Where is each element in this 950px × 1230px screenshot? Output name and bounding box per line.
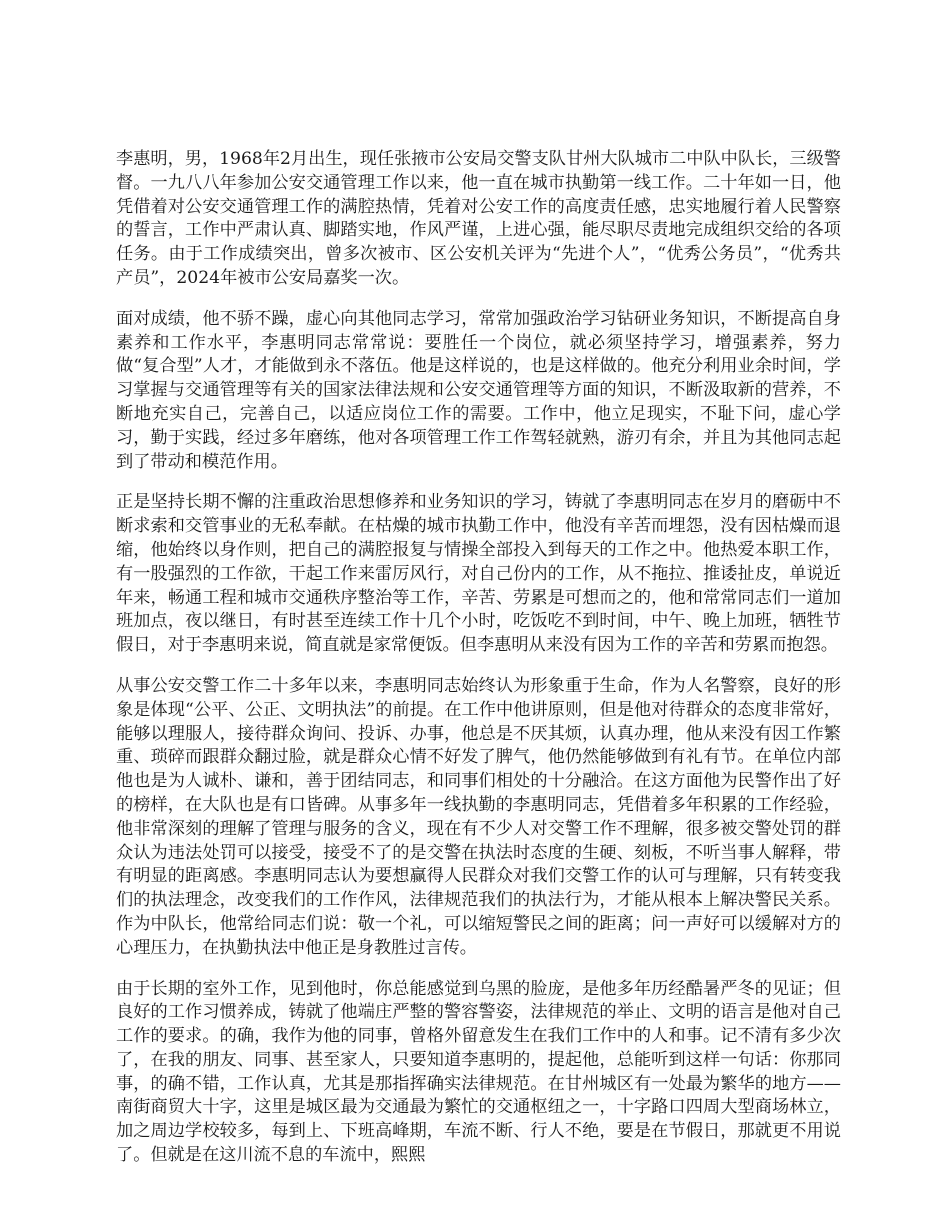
paragraph-5: 由于长期的室外工作，见到他时，你总能感觉到乌黑的脸庞，是他多年历经酷暑严冬的见证；但良好的工作习惯养成，铸就了他端庄严整的警容警姿，法律规范的举止、文明的语言是他对自己工作的要求。的确，我作为他的同事，曾格外留意发生在我们工作中的人和事。记不清有多少次了，在我的朋友、同事、甚至家人，只要知道李惠明的，提起他，总能听到这样一句话：你那同事，的确不错，工作认真，尤其是那指挥确实法律规范。在甘州城区有一处最为繁华的地方——南街商贸大十字，这里是城区最为交通最为繁忙的交通枢纽之一，十字路口四周大型商场林立，加之周边学校较多，每到上、下班高峰期，车流不断、行人不绝，要是在节假日，那就更不用说了。但就是在这川流不息的车流中，熙熙	[116, 978, 841, 1166]
paragraph-4: 从事公安交警工作二十多年以来，李惠明同志始终认为形象重于生命，作为人名警察，良好的形象是体现“公平、公正、文明执法”的前提。在工作中他讲原则，但是他对待群众的态度非常好，能够以理服人，接待群众询问、投诉、办事，他总是不厌其烦，认真办理，他从来没有因工作繁重、琐碎而跟群众翻过脸，就是群众心情不好发了脾气，他仍然能够做到有礼有节。在单位内部他也是为人诚朴、谦和，善于团结同志，和同事们相处的十分融洽。在这方面他为民警作出了好的榜样，在大队也是有口皆碑。从事多年一线执勤的李惠明同志，凭借着多年积累的工作经验，他非常深刻的理解了管理与服务的含义，现在有不少人对交警工作不理解，很多被交警处罚的群众认为违法处罚可以接受，接受不了的是交警在执法时态度的生硬、刻板，不听当事人解释，带有明显的距离感。李惠明同志认为要想赢得人民群众对我们交警工作的认可与理解，只有转变我们的执法理念，改变我们的工作作风，法律规范我们的执法行为，才能从根本上解决警民关系。作为中队长，他常给同志们说：敬一个礼，可以缩短警民之间的距离；问一声好可以缓解对方的心理压力，在执勤执法中他正是身教胜过言传。	[116, 675, 841, 958]
paragraph-3: 正是坚持长期不懈的注重政治思想修养和业务知识的学习，铸就了李惠明同志在岁月的磨砺中不断求索和交管事业的无私奉献。在枯燥的城市执勤工作中，他没有辛苦而埋怨，没有因枯燥而退缩，他始终以身作则，把自己的满腔报复与情操全部投入到每天的工作之中。他热爱本职工作，有一股强烈的工作欲，干起工作来雷厉风行，对自己份内的工作，从不拖拉、推诿扯皮，单说近年来，畅通工程和城市交通秩序整治等工作，辛苦、劳累是可想而之的，他和常常同志们一道加班加点，夜以继日，有时甚至连续工作十几个小时，吃饭吃不到时间，中午、晚上加班，牺牲节假日，对于李惠明来说，简直就是家常便饭。但李惠明从来没有因为工作的辛苦和劳累而抱怨。	[116, 492, 841, 656]
paragraph-2: 面对成绩，他不骄不躁，虚心向其他同志学习，常常加强政治学习钻研业务知识，不断提高自身素养和工作水平，李惠明同志常常说：要胜任一个岗位，就必须坚持学习，增强素养，努力做“复合型”人才，才能做到永不落伍。他是这样说的，也是这样做的。他充分利用业余时间，学习掌握与交通管理等有关的国家法律法规和公安交通管理等方面的知识，不断汲取新的营养，不断地充实自己，完善自己，以适应岗位工作的需要。工作中，他立足现实，不耻下问，虚心学习，勤于实践，经过多年磨练，他对各项管理工作工作驾轻就熟，游刃有余，并且为其他同志起到了带动和模范作用。	[116, 308, 841, 472]
paragraph-1: 李惠明，男，1968年2月出生，现任张掖市公安局交警支队甘州大队城市二中队中队长，三级警督。一九八八年参加公安交通管理工作以来，他一直在城市执勤第一线工作。二十年如一日，他凭借着对公安交通管理工作的满腔热情，凭着对公安工作的高度责任感，忠实地履行着人民警察的誓言，工作中严肃认真、脚踏实地，作风严谨，上进心强，能尽职尽责地完成组织交给的各项任务。由于工作成绩突出，曾多次被市、区公安机关评为“先进个人”，“优秀公务员”，“优秀共产员”，2024年被市公安局嘉奖一次。	[116, 149, 841, 288]
document-body	[116, 148, 841, 1185]
